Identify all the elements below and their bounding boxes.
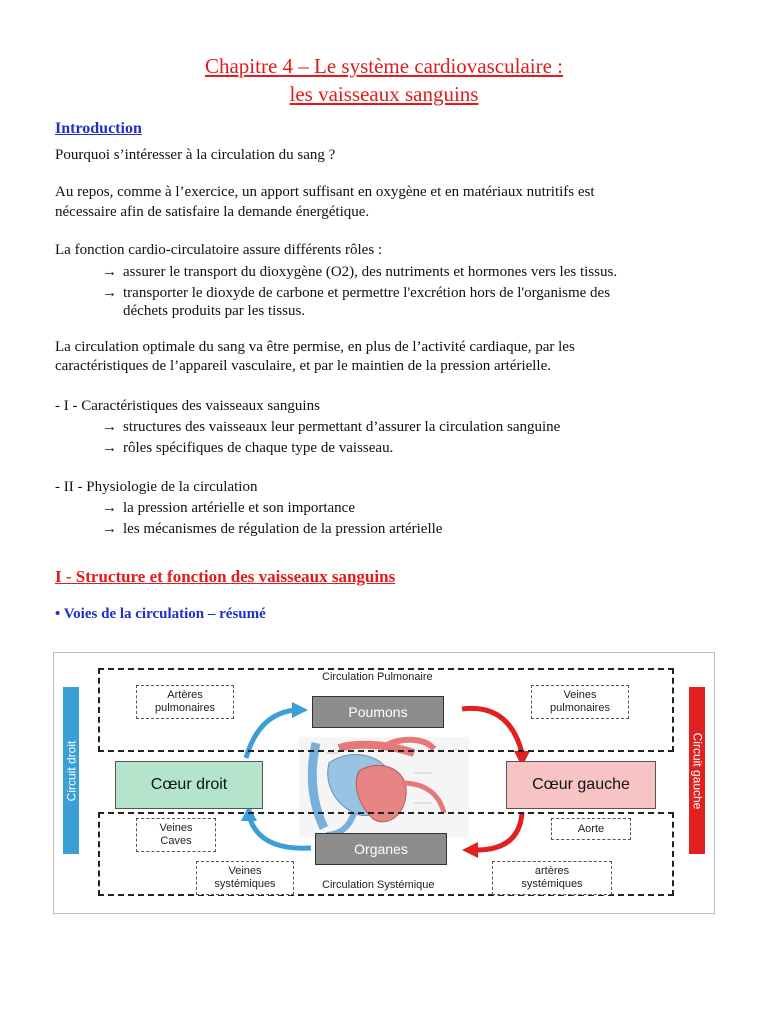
para2: La fonction cardio-circulatoire assure différents rôles : (55, 242, 383, 258)
intro-question: Pourquoi s’intéresser à la circulation du sang ? (55, 147, 336, 163)
role2-line1: transporter le dioxyde de carbone et permettre l'excrétion hors de l'organisme des (123, 285, 611, 301)
organes-box: Organes (315, 833, 447, 865)
arteres-systemiques-label: artères systémiques (492, 861, 612, 895)
para1-line2: nécessaire afin de satisfaire la demande énergétique. (55, 204, 370, 220)
section1-subheading: • Voies de la circulation – résumé (55, 606, 266, 622)
intro-heading: Introduction (55, 120, 142, 137)
veines-caves-label: Veines Caves (136, 818, 216, 852)
coeur-droit-box: Cœur droit (115, 761, 263, 809)
plan-item-1b: rôles spécifiques de chaque type de vaisseau. (123, 440, 394, 456)
pulmonary-label: Circulation Pulmonaire (322, 671, 433, 683)
veines-systemiques-label: Veines systémiques (196, 861, 294, 895)
section1-heading: I - Structure et fonction des vaisseaux sanguins (55, 567, 396, 586)
circuit-gauche-label: Circuit gauche (690, 732, 704, 809)
plan-item-2a: la pression artérielle et son importance (123, 500, 355, 516)
plan2b-arrow: → (102, 521, 117, 537)
role2-arrow: → (102, 285, 117, 301)
veines-pulmonaires-label: Veines pulmonaires (531, 685, 629, 719)
circuit-droit-label: Circuit droit (64, 740, 78, 801)
page-title-line1: Chapitre 4 – Le système cardiovasculaire : (204, 54, 564, 78)
para1-line1: Au repos, comme à l’exercice, un apport suffisant en oxygène et en matériaux nutritifs est (55, 184, 595, 200)
plan1b-arrow: → (102, 440, 117, 456)
plan2a-arrow: → (102, 500, 117, 516)
plan-item-2b: les mécanismes de régulation de la pression artérielle (123, 521, 443, 537)
poumons-box: Poumons (312, 696, 444, 728)
aorte-label: Aorte (551, 818, 631, 840)
coeur-gauche-box: Cœur gauche (506, 761, 656, 809)
arteres-pulmonaires-label: Artères pulmonaires (136, 685, 234, 719)
circuit-droit-bar (63, 687, 79, 854)
role1: assurer le transport du dioxygène (O2), des nutriments et hormones vers les tissus. (123, 264, 618, 280)
role1-arrow: → (102, 264, 117, 280)
plan-item-1a: structures des vaisseaux leur permettant d’assurer la circulation sanguine (123, 419, 561, 435)
plan-item-2: - II - Physiologie de la circulation (55, 479, 258, 495)
page-title-line2: les vaisseaux sanguins (289, 82, 479, 106)
plan1a-arrow: → (102, 419, 117, 435)
para3-line1: La circulation optimale du sang va être permise, en plus de l’activité cardiaque, par les (55, 339, 575, 355)
circuit-gauche-bar (689, 687, 705, 854)
plan-item-1: - I - Caractéristiques des vaisseaux sanguins (55, 398, 320, 414)
role2-line2: déchets produits par les tissus. (123, 303, 306, 319)
systemic-label: Circulation Systémique (322, 879, 435, 891)
circulation-diagram (53, 652, 715, 914)
para3-line2: caractéristiques de l’appareil vasculaire, et par le maintien de la pression artérielle. (55, 358, 552, 374)
